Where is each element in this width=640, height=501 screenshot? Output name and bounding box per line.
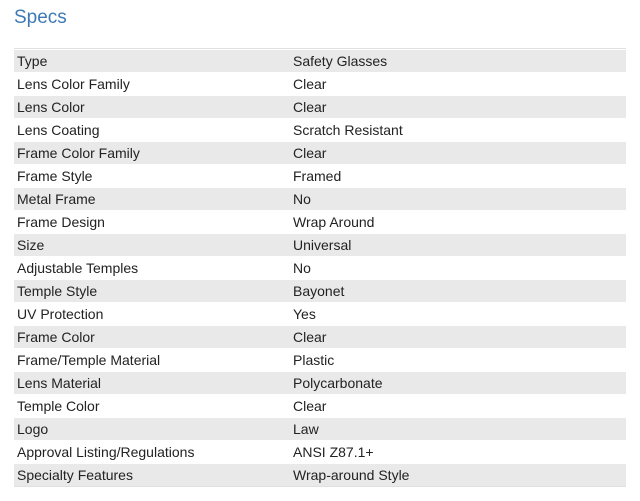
spec-name-cell: Lens Color — [14, 96, 290, 119]
spec-value-cell: No — [290, 188, 626, 211]
spec-name-cell: UV Protection — [14, 303, 290, 326]
spec-row — [14, 326, 626, 349]
spec-value-cell: Yes — [290, 303, 626, 326]
spec-row — [14, 211, 626, 234]
spec-name-cell: Logo — [14, 418, 290, 441]
table-bottom-divider — [14, 486, 626, 487]
spec-row — [14, 257, 626, 280]
spec-value-cell: Plastic — [290, 349, 626, 372]
spec-row — [14, 50, 626, 73]
spec-value-cell: Scratch Resistant — [290, 119, 626, 142]
spec-value-cell: Safety Glasses — [290, 50, 626, 73]
specs-section-title: Specs — [14, 7, 67, 28]
spec-name-cell: Approval Listing/Regulations — [14, 441, 290, 464]
spec-row — [14, 142, 626, 165]
spec-name-cell: Lens Material — [14, 372, 290, 395]
spec-row — [14, 464, 626, 487]
spec-name-cell: Size — [14, 234, 290, 257]
spec-value-cell: No — [290, 257, 626, 280]
spec-value-cell: Bayonet — [290, 280, 626, 303]
spec-row — [14, 73, 626, 96]
spec-row — [14, 349, 626, 372]
spec-row — [14, 188, 626, 211]
spec-row — [14, 234, 626, 257]
spec-value-cell: Clear — [290, 395, 626, 418]
spec-name-cell: Lens Coating — [14, 119, 290, 142]
spec-name-cell: Temple Style — [14, 280, 290, 303]
spec-row — [14, 372, 626, 395]
spec-name-cell: Frame Style — [14, 165, 290, 188]
spec-name-cell: Frame Design — [14, 211, 290, 234]
spec-name-cell: Metal Frame — [14, 188, 290, 211]
spec-name-cell: Frame Color Family — [14, 142, 290, 165]
spec-row — [14, 418, 626, 441]
spec-name-cell: Frame Color — [14, 326, 290, 349]
spec-value-cell: Universal — [290, 234, 626, 257]
spec-row — [14, 303, 626, 326]
spec-value-cell: Polycarbonate — [290, 372, 626, 395]
spec-value-cell: Clear — [290, 96, 626, 119]
spec-value-cell: Wrap-around Style — [290, 464, 626, 487]
spec-name-cell: Lens Color Family — [14, 73, 290, 96]
specs-table — [14, 49, 626, 487]
spec-value-cell: Wrap Around — [290, 211, 626, 234]
spec-value-cell: ANSI Z87.1+ — [290, 441, 626, 464]
specs-table-body — [14, 50, 626, 487]
spec-row — [14, 165, 626, 188]
spec-row — [14, 119, 626, 142]
spec-value-cell: Clear — [290, 326, 626, 349]
spec-row — [14, 441, 626, 464]
spec-name-cell: Type — [14, 50, 290, 73]
spec-name-cell: Temple Color — [14, 395, 290, 418]
spec-value-cell: Clear — [290, 73, 626, 96]
spec-row — [14, 96, 626, 119]
spec-name-cell: Adjustable Temples — [14, 257, 290, 280]
spec-row — [14, 280, 626, 303]
spec-name-cell: Specialty Features — [14, 464, 290, 487]
spec-value-cell: Clear — [290, 142, 626, 165]
spec-value-cell: Law — [290, 418, 626, 441]
spec-value-cell: Framed — [290, 165, 626, 188]
spec-name-cell: Frame/Temple Material — [14, 349, 290, 372]
spec-row — [14, 395, 626, 418]
